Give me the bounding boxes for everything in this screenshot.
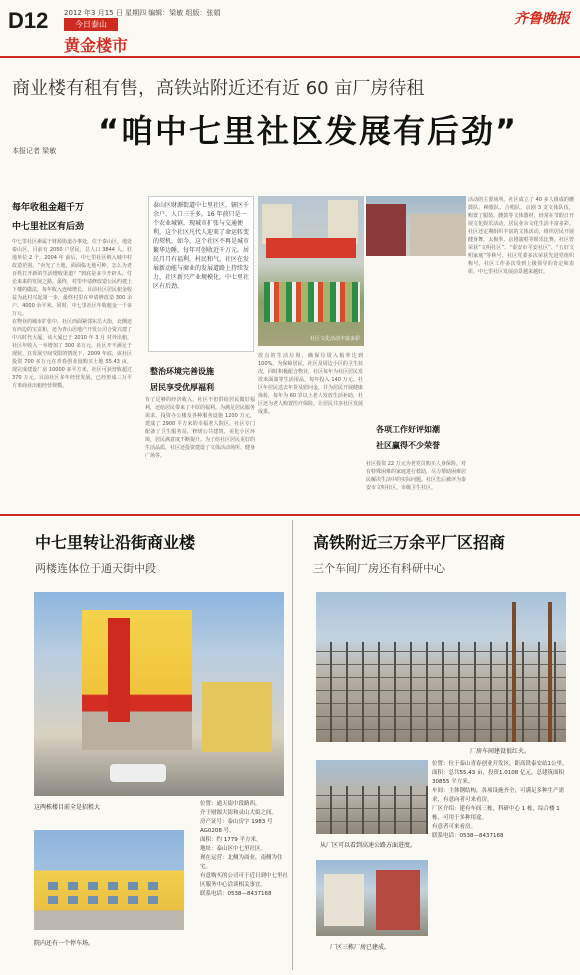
article-callout-box: 泰山区财源街道中七里社区，辖区千余户，人口三千多。16 年前只是一个农业城镇，现城市扩张与交通便利，这个社区凡代人迎来了命运转变的契机。如今，这个社区不再是城市繁华边陲，每年可创收近千万元。居民月月有福利，村民和气，社区在发展新动能与商业的发展道路上持续发力，社区新兴产业规模化，中七里社区有后劲。 [148, 196, 254, 352]
date-line: 2012 年3 月15 日 星期四 编辑：梁敏 组版：张娟 [64, 9, 221, 17]
info-line: 有意购买的公司可于近日到中七里社区服务中心洽谈相关事宜。 [200, 873, 289, 888]
article-byline: 本报记者 梁敏 [12, 147, 57, 155]
photo-building [82, 610, 192, 750]
page-header [0, 0, 580, 58]
photo-caption: 厂房车间建设很红火。 [470, 748, 531, 755]
photo-sign [108, 618, 130, 722]
section-subhead: 居民享受优厚福利 [150, 383, 214, 392]
photo-window [48, 882, 58, 890]
photo-window [148, 882, 158, 890]
article-column-1 [12, 238, 132, 508]
photo-steel-post [512, 602, 516, 742]
contact-phone: 联系电话：0538—8437168 [200, 891, 272, 897]
factory-construction-photo [316, 592, 566, 742]
photo-window [88, 896, 98, 904]
photo-steel-frame [316, 642, 566, 742]
photo-window [88, 882, 98, 890]
section-title: 黄金楼市 [64, 36, 129, 55]
article-column-5: 活动的主要场所。社区成立了 40 多人组成的腰鼓队、秧歌队、合唱队、京剧 3 支文体队伍，购置了服装、腰鼓等文体器材，经常在节假日开展文化娱乐活动，居民业余文化生活丰富多彩。社区还定期组织丰富的文体活动，组织居民开展健身舞、太极拳、京剧演唱等娱乐比赛，社区曾荣获“文明社区”、“泰安市平安社区”、“五好文明家庭”等称号。社区党委多次荣获先进党组织称号，社区工作多次受到上级领导的肯定和表彰，中七里社区发展前景越来越好。 [468, 197, 574, 275]
photo-steel-frame [316, 786, 428, 834]
info-line: 位置：通天街中段路西， [200, 801, 261, 807]
page-number: D12 [8, 8, 49, 33]
article-subhead: 每年收租金超千万 [12, 203, 85, 213]
article-column-2: 有了足够的经济收入，社区不但供给居民做好福利，还给居民带来了丰厚的福利。为满足居民服务需求，投资办公楼及各种服务设施 1200 万元，建成了 2900 平方米的幸福老人院区，社区专门配备了卫生服务站，修缮公共建筑，美化小区环境，居民满意度不断提升。为了给社区居民更好的生活品质，社区还投资建设了文体活动场所、健身广场等。 [145, 397, 255, 459]
community-dance-photo [258, 196, 364, 346]
contact-phone: 联系电话：0538—8437168 [432, 833, 504, 839]
right-ad-title: 高铁附近三万余平厂区招商 [313, 533, 506, 552]
info-line: 厂区介绍：建有车间三栋，科研中心 1 栋，综合楼 1 栋，可用于多种用途。 [432, 806, 560, 821]
photo-caption: 院内还有一个停车场。 [34, 940, 95, 947]
photo-caption: 这两栋楼目前全是招租大 [34, 804, 101, 811]
section-divider [0, 514, 580, 516]
section-subhead: 各项工作好评如潮 [376, 425, 440, 434]
photo-building [324, 874, 364, 926]
info-line: 车间：主体钢结构，各项设施齐全，可满足多种生产需求，有意向者可来看房。 [432, 788, 565, 803]
section-badge: 今日泰山 [64, 18, 118, 31]
info-line: 地址：泰山区中七里社区。 [200, 846, 267, 852]
photo-car [110, 764, 166, 782]
street-building-photo [34, 592, 284, 796]
photo-window [68, 882, 78, 890]
article-subheads [12, 200, 132, 238]
info-line: 房产证号：泰山房字 1983 号 AG0208 号。 [200, 819, 273, 834]
photo-window [128, 882, 138, 890]
photo-building [376, 870, 420, 930]
right-ad-info [432, 760, 568, 841]
photo-window [68, 896, 78, 904]
article-column-3: 放点的生活垃圾，确保垃圾入箱率达到 100%。为保障居民，社区及周边小区的卫生状况，同时积极配合物业，社区每年为社区居民发放米面油等生活用品，每年投入 140 万元。社区年居民送去年货及慰问金，并为居民开展健康体检，每年为 60 岁以上老人发放生活补助，社区还为老人购置医疗保险，让居民共享社区发展成果。 [258, 353, 363, 415]
right-ad-subtitle: 三个车间厂房还有科研中心 [313, 562, 445, 575]
info-line: 有意者可来看房。 [432, 824, 477, 830]
photo-caption: 社区文化活动丰富多彩 [309, 336, 360, 342]
photo-window [108, 896, 118, 904]
column-divider [292, 520, 293, 970]
article-subheadline: 商业楼有租有售，高铁站附近还有近 60 亩厂房待租 [12, 78, 425, 99]
photo-window [148, 896, 158, 904]
info-line: 介于财源大街和灵山大街之间。 [200, 810, 278, 816]
article-paragraph: 在物业的城市扩张中，社区西面紧邻东岳大街，北侧还有西边的宝贡和，还为青山居地产开发公司合资兴建了中兴时代大厦，该大厦已于 2010 年 3 月 对外出租。社区年收入一举增加了 300 多万元。社区开不满足于现状，在发展空间受限的情况下，2009 年底，该社区投资 700 多万元在青春创业园购买土地 55.43 亩，现完成建设厂房 10000 多平方米，社区可获营收超过 370 万元。目前社区多年经营发展，已经形成三万平方米商业出租经营规模。 [12, 319, 132, 389]
section-subhead: 整治环境完善设施 [150, 367, 214, 376]
left-ad-subtitle: 两楼连体位于通天街中段 [35, 562, 156, 575]
photo-building [366, 204, 406, 256]
left-ad-info [200, 800, 288, 899]
info-line: 面积：总共55.43 亩，投资1.0108 亿元。总建筑面积30855 平方米。 [432, 770, 564, 785]
photo-building [410, 214, 466, 256]
photo-steel-post [548, 602, 552, 742]
photo-window [108, 882, 118, 890]
article-column-4: 社区投资 22 万元为老党员购买人身保险，对有特殊困难的家庭进行救助，尽力帮助困难居民解决生活中的实际问题。社区先后被评为泰安市文明社区、市级卫生社区。 [366, 461, 466, 491]
factory-building-photo [316, 860, 428, 936]
apartment-building-photo [34, 830, 184, 930]
newspaper-logo: 齐鲁晚报 [514, 11, 570, 27]
info-line: 现在运营：北侧为商业，南侧为住宅。 [200, 855, 283, 870]
factory-frame-photo [316, 760, 428, 834]
photo-window [48, 896, 58, 904]
article-subhead: 中七里社区有后劲 [12, 222, 85, 232]
left-ad-title: 中七里转让沿街商业楼 [35, 533, 196, 552]
photo-caption: 从厂区可以看到高速公路方面进度。 [320, 842, 417, 849]
photo-caption: 厂区三栋厂房已建成。 [330, 944, 391, 951]
photo-window [128, 896, 138, 904]
section-subhead: 社区赢得不少荣誉 [376, 441, 440, 450]
community-building-photo [366, 196, 466, 256]
article-paragraph: 中七里社区素属于财源街道办事处，位于泰山区，地处泰山区。目前有 2050 户居民，总人口 3844 人。驻地单位 2 个。2004 年 前后，中七里社区纳入城中村改造范围。“卖光了土地，面面临无地可种，怎么为老百姓打开新的生活增收渠道？”到底是多少开辟头，付论来来的发展之路。最终，村里申请修改造公民约建上下楼的做法，每年收入连续增长。目前社区居民租金收益为此村兴起第一步，最终村里在申请修改造 300 余户、4000 余平米。同时，中七里社区年收租金一千多万元。 [12, 239, 132, 317]
photo-dancers [264, 282, 360, 322]
info-line: 位置：位于泰山青春创业开发区，距高铁泰安站1公里。 [432, 761, 568, 767]
article-headline: “咱中七里社区发展有后劲” [98, 112, 519, 150]
photo-building [202, 682, 272, 752]
photo-banner [266, 238, 356, 258]
info-line: 面积：约 1779 平方米。 [200, 837, 262, 843]
